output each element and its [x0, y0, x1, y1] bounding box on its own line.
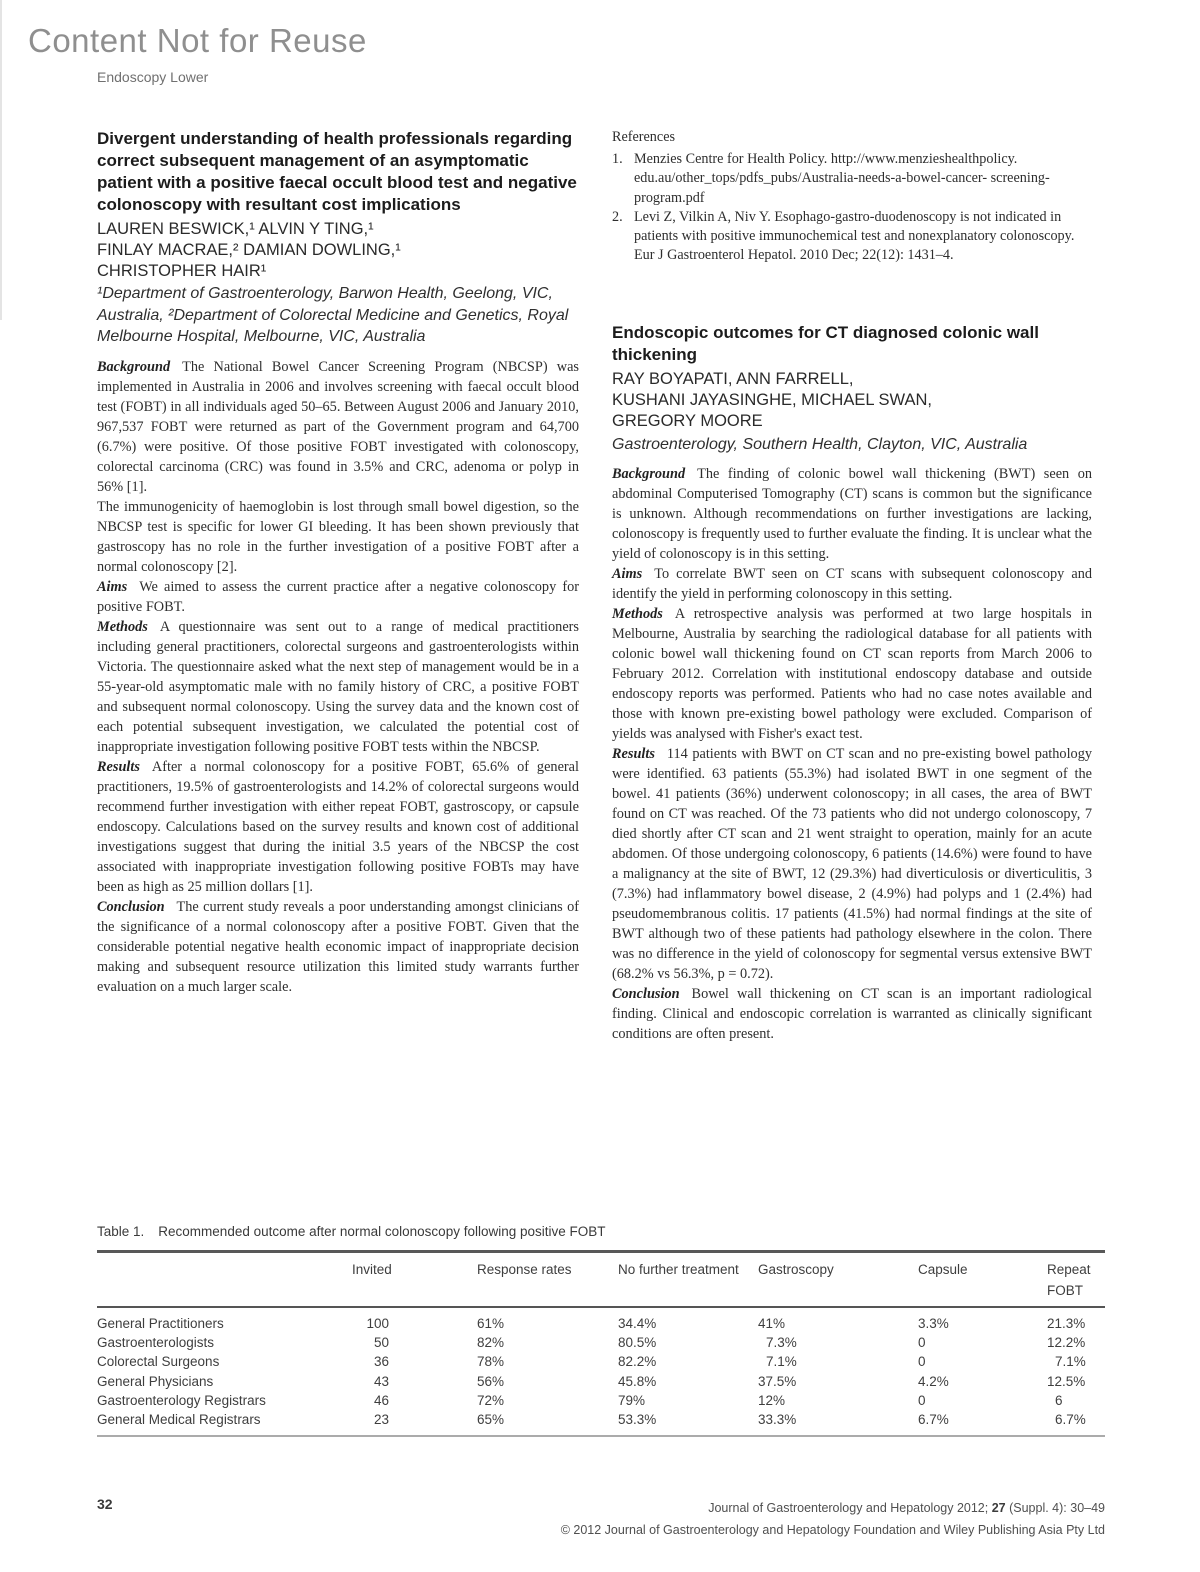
section-aims: [612, 564, 1092, 604]
cell-value: 36: [373, 1354, 389, 1370]
cell-response: 78%: [477, 1354, 505, 1370]
row-label: Gastroenterologists: [97, 1335, 215, 1351]
section-background: [97, 357, 579, 497]
cell-no-further: 80.5%: [618, 1335, 657, 1351]
abstract2: [612, 322, 1092, 1044]
row-label: Colorectal Surgeons: [97, 1354, 220, 1370]
cell-response: 82%: [477, 1335, 505, 1351]
cell-gastroscopy: 37.5%: [758, 1373, 797, 1389]
table-row: [97, 1352, 1105, 1371]
col-header-gastroscopy: Gastroscopy: [758, 1252, 918, 1308]
section-text: A questionnaire was sent out to a range of medical practitioners including general practitioners, colorectal surgeons and gastroenterologists within Victoria. The questionnaire asked what the next step of management would be in a 55-year-old asymptomatic male with no family history of CRC, a positive FOBT and subsequent normal colonoscopy. Using the survey data and the known cost of each potential subsequent investigation, we calculated the potential cost of inappropriate investigation following positive FOBT tests within the NBCSP.: [97, 618, 579, 755]
section-label: Conclusion: [97, 898, 165, 915]
cell-invited: [352, 1333, 477, 1352]
section-results: [97, 757, 579, 897]
cell-capsule: 6.7%: [918, 1412, 949, 1428]
cell-value: 43: [373, 1373, 389, 1389]
cell-repeat-fobt: 6: [1055, 1392, 1063, 1408]
section-text: The finding of colonic bowel wall thickening (BWT) seen on abdominal Computerised Tomography (CT) scans is common but the significance is unknown. Although recommendations on further investigations are lacking, colonoscopy is frequently used to further evaluate the finding. It is unclear what the yield of colonoscopy is in this setting.: [612, 466, 1092, 563]
section-label: Results: [612, 746, 655, 763]
cell-response: 61%: [477, 1316, 505, 1331]
section-methods: [97, 617, 579, 757]
section-conclusion: [97, 897, 579, 997]
cell-invited: [352, 1372, 477, 1391]
cell-repeat-fobt: 12.2%: [1047, 1335, 1086, 1351]
author-line: FINLAY MACRAE,² DAMIAN DOWLING,¹: [97, 240, 401, 259]
cell-no-further: 45.8%: [618, 1373, 657, 1389]
cell-value: 100: [366, 1316, 389, 1331]
scan-edge-artifact: [0, 0, 2, 320]
section-label: Methods: [97, 618, 148, 635]
cell-gastroscopy: 41%: [758, 1316, 786, 1331]
table-header-row: [97, 1252, 1105, 1308]
cell-gastroscopy: 12%: [758, 1392, 786, 1408]
cell-invited: [352, 1391, 477, 1410]
reference-item: [612, 150, 1092, 208]
cell-capsule: 0: [918, 1392, 926, 1408]
section-text: The current study reveals a poor understanding amongst clinicians of the significance of a normal colonoscopy after a positive FOBT. Given that the considerable potential negative health economic impact of inappropriate decision making and subsequent resource utilization this limited study warrants further evaluation on a much larger scale.: [97, 898, 579, 995]
section-continuation: [97, 497, 579, 577]
author-line: RAY BOYAPATI, ANN FARRELL,: [612, 370, 854, 389]
section-label: Background: [97, 358, 171, 375]
section-text: Bowel wall thickening on CT scan is an important radiological finding. Clinical and endoscopic correlation is warranted as clinically significant conditions are often present.: [612, 986, 1092, 1043]
left-column: [97, 128, 579, 997]
table1-caption-text: Recommended outcome after normal colonoscopy following positive FOBT: [158, 1224, 606, 1239]
cell-capsule: 3.3%: [918, 1316, 949, 1331]
cell-value: 50: [373, 1335, 389, 1351]
table1: [97, 1224, 1105, 1437]
col-header-empty: [97, 1252, 352, 1308]
section-text: A retrospective analysis was performed at two large hospitals in Melbourne, Australia by searching the radiological database for all patients with colonic bowel wall thickening found on CT scan reports from March 2006 to February 2012. Correlation with institutional endoscopy database and outside endoscopy reports was performed. Patients who had no case notes available and those with known pre-existing bowel pathology were excluded. Comparison of yields was analysed with Fisher's exact test.: [612, 606, 1092, 743]
col-header-invited: Invited: [352, 1252, 477, 1308]
cell-repeat-fobt: 7.1%: [1055, 1354, 1086, 1370]
reference-number: 1.: [612, 151, 623, 168]
cell-repeat-fobt: 21.3%: [1047, 1316, 1086, 1331]
section-background: [612, 464, 1092, 564]
reference-text: Menzies Centre for Health Policy. http://www.menzieshealthpolicy. edu.au/other_tops/pdfs_pubs/Australia-needs-a-bowel-cancer- screening-program.pdf: [634, 151, 1050, 206]
cell-gastroscopy: 7.3%: [766, 1335, 797, 1351]
section-results: [612, 744, 1092, 984]
watermark-text: Content Not for Reuse: [28, 22, 367, 59]
author-line: KUSHANI JAYASINGHE, MICHAEL SWAN,: [612, 391, 932, 410]
row-label: General Practitioners: [97, 1316, 224, 1331]
reference-text: Levi Z, Vilkin A, Niv Y. Esophago-gastro-duodenoscopy is not indicated in patients with positive immunochemical test and nonexplanatory colonoscopy. Eur J Gastroenterol Hepatol. 2010 Dec; 22(12): 1431–4.: [634, 208, 1075, 264]
cell-response: 56%: [477, 1373, 505, 1389]
abstract1-authors: [97, 219, 579, 281]
reference-number: 2.: [612, 208, 623, 225]
cell-no-further: 79%: [618, 1392, 646, 1408]
section-label: Background: [612, 466, 686, 483]
journal-citation-pre: Journal of Gastroenterology and Hepatology 2012;: [708, 1501, 992, 1515]
table-row: [97, 1372, 1105, 1391]
section-conclusion: [612, 984, 1092, 1044]
cell-response: 72%: [477, 1392, 505, 1408]
copyright-line: © 2012 Journal of Gastroenterology and Hepatology Foundation and Wiley Publishing Asia Pty Ltd: [560, 1523, 1105, 1537]
abstract2-body: [612, 464, 1092, 1044]
section-label: Aims: [97, 578, 128, 595]
section-label: Methods: [612, 606, 663, 623]
section-text: We aimed to assess the current practice after a negative colonoscopy for positive FOBT.: [97, 578, 579, 615]
row-label: General Physicians: [97, 1373, 214, 1389]
table-row: [97, 1307, 1105, 1333]
abstract1-title: Divergent understanding of health professionals regarding correct subsequent management of an asymptomatic patient with a positive faecal occult blood test and negative colonoscopy with resultant cost implications: [97, 129, 577, 214]
cell-invited: [352, 1410, 477, 1436]
abstract1-affiliation: ¹Department of Gastroenterology, Barwon Health, Geelong, VIC, Australia, ²Department of Colorectal Medicine and Genetics, Royal Melbourne Hospital, Melbourne, VIC, Australia: [97, 285, 569, 346]
abstract2-title: Endoscopic outcomes for CT diagnosed colonic wall thickening: [612, 323, 1039, 365]
row-label: General Medical Registrars: [97, 1412, 261, 1428]
col-header-repeat-fobt: Repeat FOBT: [1047, 1252, 1105, 1308]
journal-citation-post: (Suppl. 4): 30–49: [1005, 1501, 1105, 1515]
cell-no-further: 53.3%: [618, 1412, 657, 1428]
journal-volume: 27: [991, 1501, 1006, 1515]
abstract1-body: [97, 357, 579, 997]
cell-no-further: 82.2%: [618, 1354, 657, 1370]
journal-footer: [561, 1497, 1105, 1541]
table-row: [97, 1410, 1105, 1436]
author-line: CHRISTOPHER HAIR¹: [97, 261, 267, 280]
section-methods: [612, 604, 1092, 744]
section-label: Results: [97, 758, 140, 775]
author-line: LAUREN BESWICK,¹ ALVIN Y TING,¹: [97, 220, 374, 238]
cell-invited: [352, 1352, 477, 1371]
cell-capsule: 0: [918, 1354, 926, 1370]
table1-caption: [97, 1224, 1105, 1239]
col-header-capsule: Capsule: [918, 1252, 1047, 1308]
table1-caption-label: Table 1.: [97, 1224, 145, 1239]
cell-value: 23: [373, 1412, 389, 1428]
page-number: 32: [97, 1496, 113, 1512]
cell-invited: [352, 1307, 477, 1333]
references-heading: References: [612, 129, 676, 145]
abstract2-affiliation: Gastroenterology, Southern Health, Clayton, VIC, Australia: [612, 435, 1028, 453]
reference-item: [612, 208, 1092, 266]
abstract2-authors: [612, 369, 1092, 431]
section-text: After a normal colonoscopy for a positive FOBT, 65.6% of general practitioners, 19.5% of gastroenterologists and 14.2% of colorectal surgeons would recommend further investigation with either repeat FOBT, gastroscopy, or capsule endoscopy. Calculations based on the survey results and known cost of additional investigations suggest that during the initial 3.5 years of the NBCSP the cost associated with inappropriate investigation following positive FOBTs may have been as high as 25 million dollars [1].: [97, 758, 579, 895]
col-header-no-further-treatment: No further treatment: [618, 1252, 758, 1308]
cell-gastroscopy: 33.3%: [758, 1412, 797, 1428]
cell-capsule: 4.2%: [918, 1373, 949, 1389]
section-text: The immunogenicity of haemoglobin is lost through small bowel digestion, so the NBCSP test is specific for lower GI bleeding. It has been shown previously that gastroscopy has no role in the further investigation of a positive FOBT after a normal colonoscopy [2].: [97, 498, 579, 575]
cell-repeat-fobt: 6.7%: [1055, 1412, 1086, 1428]
section-label: Aims: [612, 566, 643, 583]
section-label: Conclusion: [612, 986, 680, 1003]
table1-grid: [97, 1250, 1105, 1437]
section-aims: [97, 577, 579, 617]
right-column: [612, 128, 1092, 1044]
cell-value: 46: [373, 1392, 389, 1408]
section-text: To correlate BWT seen on CT scans with subsequent colonoscopy and identify the yield in performing colonoscopy in this setting.: [612, 566, 1092, 603]
col-header-response-rates: Response rates: [477, 1252, 618, 1308]
session-label: Endoscopy Lower: [97, 69, 209, 85]
cell-repeat-fobt: 12.5%: [1047, 1373, 1086, 1389]
author-line: GREGORY MOORE: [612, 412, 763, 431]
references: [612, 128, 1092, 265]
section-text: 114 patients with BWT on CT scan and no pre-existing bowel pathology were identified. 63 patients (55.3%) had isolated BWT in one segment of the bowel. 41 patients (36%) underwent colonoscopy; in all cases, the area of BWT found on CT was reached. Of the 73 patients who did not undergo colonoscopy, 7 died shortly after CT scan and 21 went straight to operation, mainly for an acute abdomen. Of those undergoing colonoscopy, 6 patients (14.6%) were found to have a malignancy at the site of BWT, 12 (29.3%) had diverticulosis or diverticulitis, 3 (7.3%) had inflammatory bowel disease, 2 (4.9%) had polyps and 1 (2.4%) had pseudomembranous colitis. 17 patients (41.5%) had normal findings at the site of BWT although two of these patients had pathology elsewhere in the colon. There was no difference in the yield of colonoscopy for segmental versus extensive BWT (68.2% vs 56.3%, p = 0.72).: [612, 746, 1092, 983]
cell-capsule: 0: [918, 1335, 926, 1351]
row-label: Gastroenterology Registrars: [97, 1392, 266, 1408]
cell-gastroscopy: 7.1%: [766, 1354, 797, 1370]
journal-citation: [561, 1497, 1105, 1519]
cell-no-further: 34.4%: [618, 1316, 657, 1331]
table-row: [97, 1391, 1105, 1410]
cell-response: 65%: [477, 1412, 505, 1428]
section-text: The National Bowel Cancer Screening Program (NBCSP) was implemented in Australia in 2006 and involves screening with faecal occult blood test (FOBT) in all individuals aged 50–65. Between August 2006 and January 2010, 967,537 FOBT were returned as part of the Government program and 64,700 (6.7%) were positive. Of those positive FOBT investigated with colonoscopy, colorectal carcinoma (CRC) was found in 3.5% and CRC, adenoma or polyp in 56% [1].: [97, 358, 579, 495]
table-row: [97, 1333, 1105, 1352]
